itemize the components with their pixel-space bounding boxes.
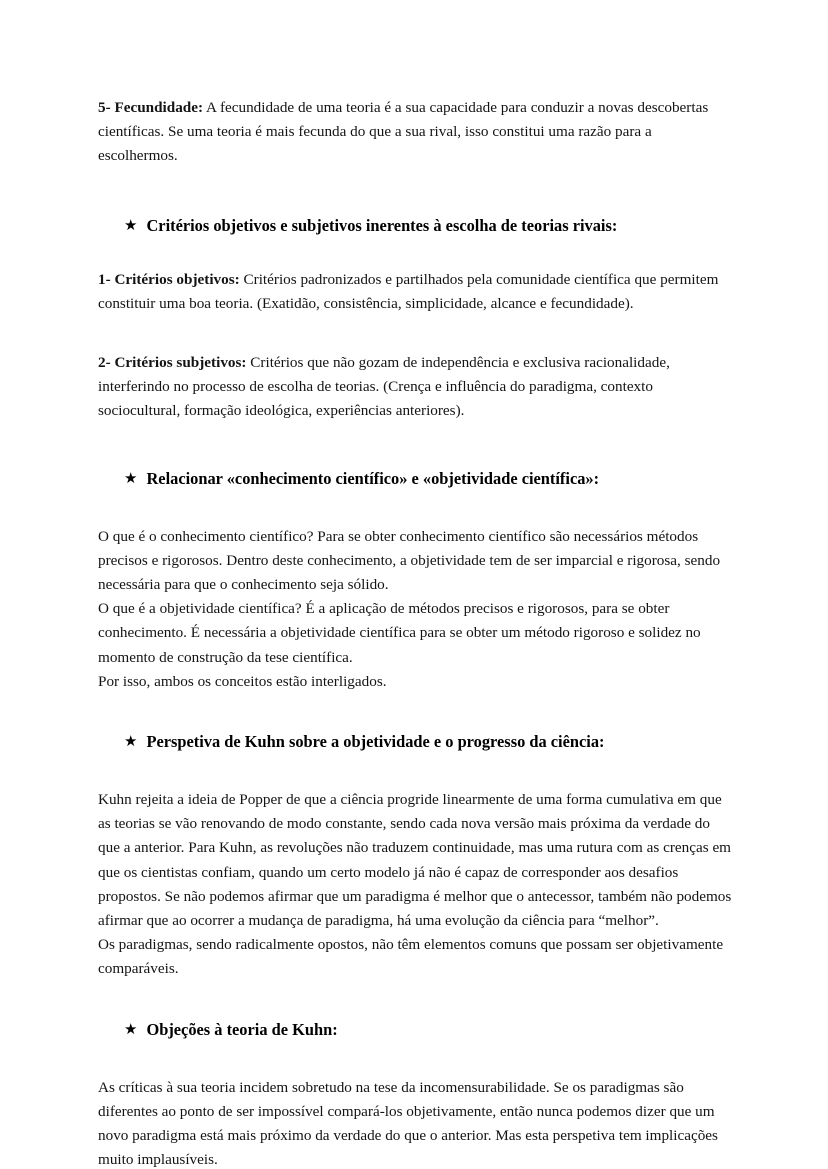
heading-text: Critérios objetivos e subjetivos inerentes à escolha de teorias rivais: [146,215,618,235]
heading-text: Perspetiva de Kuhn sobre a objetividade e o progresso da ciência: [146,732,605,752]
paragraph-text: Os paradigmas, sendo radicalmente opostos, não têm elementos comuns que possam ser objetivamente comparáveis. [98,936,724,978]
heading-text: Objeções à teoria de Kuhn: [146,1019,338,1039]
heading-perspetiva-kuhn [98,730,732,754]
paragraph-text: Kuhn rejeita a ideia de Popper de que a ciência progride linearmente de uma forma cumulativa em que as teorias se vão renovando de modo constante, sendo cada nova versão mais próxima da verdade do que a anterior. Para Kuhn, as revoluções não traduzem continuidade, mas uma rutura com as crenças em que os cientistas confiam, quando um certo modelo já não é capaz de corresponder aos desafios propostos. Se não podemos afirmar que um paradigma é melhor que o antecessor, também não podemos afirmar que ao ocorrer a mudança de paradigma, há uma evolução da ciência para “melhor”. [98,791,732,930]
spacer [98,694,732,730]
paragraph-text: A fecundidade de uma teoria é a sua capacidade para conduzir a novas descobertas científicas. Se uma teoria é mais fecunda do que a sua rival, isso constitui uma razão para a escolhermos. [98,99,709,165]
paragraph-text: Critérios padronizados e partilhados pela comunidade científica que permitem constituir uma boa teoria. (Exatidão, consistência, simplicidade, alcance e fecundidade). [98,270,719,312]
heading-objecoes-teoria-kuhn [98,1018,732,1042]
spacer [98,491,732,525]
paragraph-text: O que é a objetividade científica? É a aplicação de métodos precisos e rigorosos, para se obter conhecimento. É necessária a objetividade científica para se obter um método rigoroso e solidez no momento de construção da tese científica. [98,600,701,666]
paragraph-text: O que é o conhecimento científico? Para se obter conhecimento científico são necessários métodos precisos e rigorosos. Dentro deste conhecimento, a objetividade tem de ser imparcial e rigorosa, sendo necessária para que o conhecimento seja sólido. [98,527,721,594]
heading-relacionar-conhecimento-objetividade [98,467,732,491]
paragraph-conceitos-interligados [98,670,732,694]
heading-text: Relacionar «conhecimento científico» e «objetividade científica»: [146,468,600,488]
paragraph-conhecimento-cientifico [98,525,732,598]
paragraph-lead-label: 1- Critérios objetivos: [98,270,240,288]
spacer [98,333,732,351]
paragraph-text: Critérios que não gozam de independência e exclusiva racionalidade, interferindo no processo de escolha de teorias. (Crença e influência do paradigma, contexto sociocultural, formação ideológica, experiências anteriores). [98,354,670,420]
paragraph-objetividade-cientifica [98,597,732,670]
paragraph-text: As críticas à sua teoria incidem sobretudo na tese da incomensurabilidade. Se os paradigmas são diferentes ao ponto de ser impossível compará-los objetivamente, então nunca podemos dizer que um novo paradigma está mais próximo da verdade do que o anterior. Mas esta perspetiva tem implicações muito implausíveis. [98,1078,718,1169]
paragraph-paradigmas-opostos [98,933,732,981]
document-body [98,96,732,1169]
spacer [98,441,732,467]
spacer [98,1042,732,1076]
paragraph-objecoes-body [98,1076,732,1169]
spacer [98,982,732,1018]
star-bullet-icon: ★ [124,1019,138,1038]
heading-criterios-objetivos-subjetivos [98,214,732,238]
paragraph-criterios-objetivos [98,268,732,316]
paragraph-text: Por isso, ambos os conceitos estão interligados. [98,672,387,690]
spacer [98,754,732,788]
paragraph-kuhn-body [98,788,732,933]
paragraph-fecundidade [98,96,732,169]
paragraph-criterios-subjetivos [98,351,732,424]
spacer [98,186,732,214]
paragraph-lead-label: 2- Critérios subjetivos: [98,354,247,372]
star-bullet-icon: ★ [124,732,138,751]
spacer [98,238,732,268]
paragraph-lead-label: 5- Fecundidade: [98,99,204,116]
star-bullet-icon: ★ [124,468,138,487]
star-bullet-icon: ★ [124,215,138,234]
